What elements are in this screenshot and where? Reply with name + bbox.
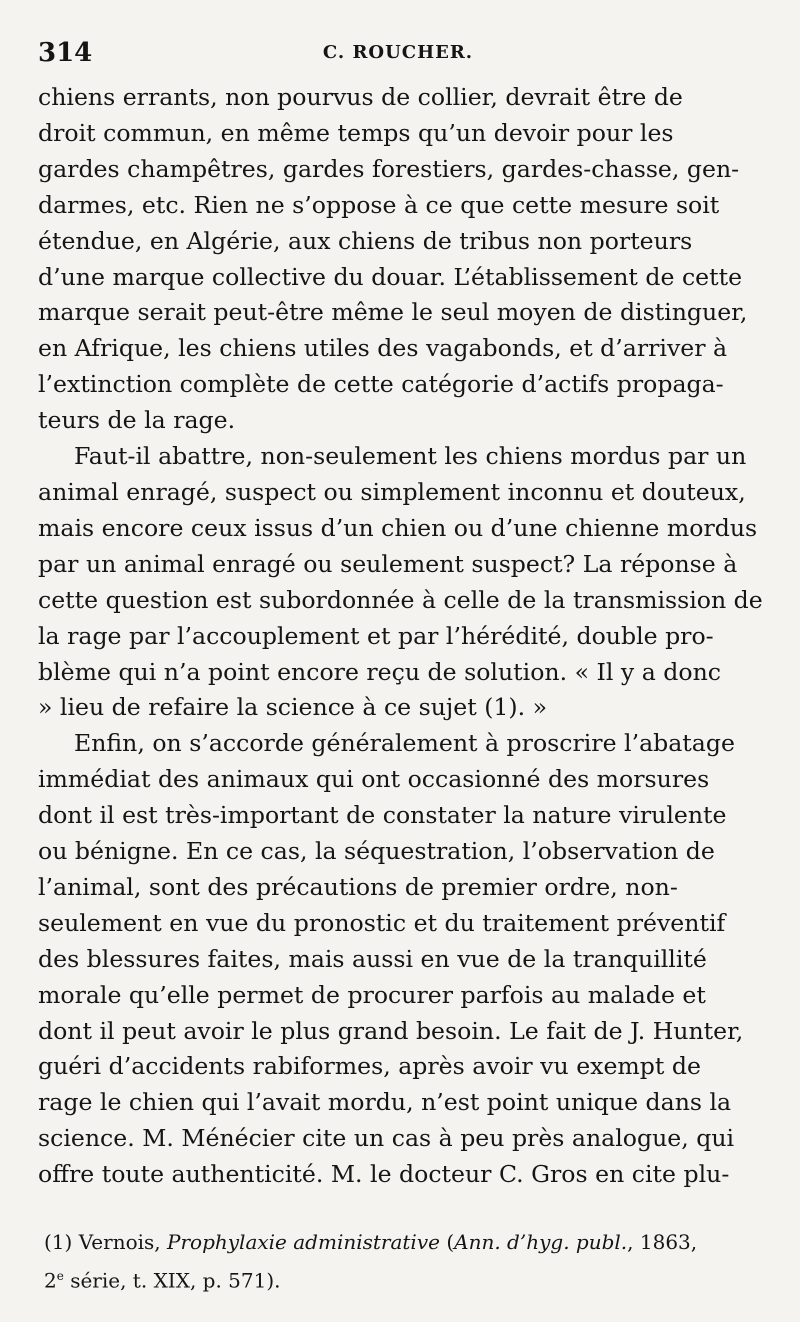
- footnote-series-num: 2: [44, 1268, 57, 1293]
- text-line: science. M. Ménécier cite un cas à peu près analogue, qui: [38, 1124, 735, 1153]
- text-line: marque serait peut-être même le seul moyen de distinguer,: [38, 298, 748, 327]
- text-line: étendue, en Algérie, aux chiens de tribus non porteurs: [38, 226, 693, 255]
- footnote-series-sup: e: [56, 1269, 64, 1283]
- text-line: par un animal enragé ou seulement suspect? La réponse à: [38, 549, 738, 578]
- text-line: en Afrique, les chiens utiles des vagabonds, et d’arriver à: [38, 334, 728, 363]
- text-line: la rage par l’accouplement et par l’hérédité, double pro-: [38, 621, 714, 650]
- text-line: guéri d’accidents rabiformes, après avoir vu exempt de: [38, 1052, 701, 1081]
- footnote-author: Vernois,: [78, 1230, 161, 1254]
- text-line: seulement en vue du pronostic et du traitement préventif: [38, 908, 726, 937]
- footnote-ref-open: (: [446, 1230, 455, 1254]
- footnote-series-rest: série, t. XIX, p. 571).: [70, 1268, 281, 1293]
- text-line: droit commun, en même temps qu’un devoir pour les: [38, 118, 674, 147]
- text-line: offre toute authenticité. M. le docteur C. Gros en cite plu-: [38, 1160, 730, 1189]
- footnote-ref-rest: , 1863,: [627, 1230, 698, 1254]
- text-line: ou bénigne. En ce cas, la séquestration, l’observation de: [38, 837, 715, 866]
- footnote-marker: (1): [44, 1230, 73, 1254]
- text-line: animal enragé, suspect ou simplement inconnu et douteux,: [38, 477, 746, 506]
- text-line: dont il est très-important de constater la nature virulente: [38, 801, 727, 830]
- paragraph-start-line: Faut-il abattre, non-seulement les chiens mordus par un: [74, 442, 747, 471]
- text-line: morale qu’elle permet de procurer parfois au malade et: [38, 980, 706, 1009]
- text-line: mais encore ceux issus d’un chien ou d’une chienne mordus: [38, 513, 758, 542]
- footnote-title: Prophylaxie administrative: [167, 1230, 440, 1254]
- text-line: dont il peut avoir le plus grand besoin. Le fait de J. Hunter,: [38, 1016, 744, 1045]
- text-line: cette question est subordonnée à celle de la transmission de: [38, 585, 763, 614]
- text-line: gardes champêtres, gardes forestiers, gardes-chasse, gen-: [38, 154, 740, 183]
- text-line: teurs de la rage.: [38, 406, 236, 435]
- text-line: l’animal, sont des précautions de premier ordre, non-: [38, 872, 678, 901]
- text-line: blème qui n’a point encore reçu de solution. « Il y a donc: [38, 657, 722, 686]
- running-head: [38, 38, 758, 70]
- text-line: chiens errants, non pourvus de collier, devrait être de: [38, 83, 683, 111]
- footnote: [44, 1225, 764, 1298]
- paragraph-start-line: Enfin, on s’accorde généralement à proscrire l’abatage: [74, 729, 735, 758]
- page-number: 314: [38, 38, 93, 68]
- text-line: darmes, etc. Rien ne s’oppose à ce que cette mesure soit: [38, 190, 720, 219]
- text-line: d’une marque collective du douar. L’établissement de cette: [38, 262, 743, 291]
- text-line: » lieu de refaire la science à ce sujet (1). »: [38, 693, 548, 722]
- running-title: C. ROUCHER.: [322, 42, 474, 63]
- body-text: [38, 80, 768, 1193]
- text-line: immédiat des animaux qui ont occasionné des morsures: [38, 765, 710, 794]
- text-line: des blessures faites, mais aussi en vue de la tranquillité: [38, 944, 707, 973]
- text-line: l’extinction complète de cette catégorie d’actifs propaga-: [38, 370, 724, 399]
- footnote-line: [44, 1259, 764, 1298]
- text-line: rage le chien qui l’avait mordu, n’est point unique dans la: [38, 1088, 732, 1117]
- footnote-journal: Ann. d’hyg. publ.: [454, 1230, 628, 1254]
- footnote-line: [44, 1225, 764, 1259]
